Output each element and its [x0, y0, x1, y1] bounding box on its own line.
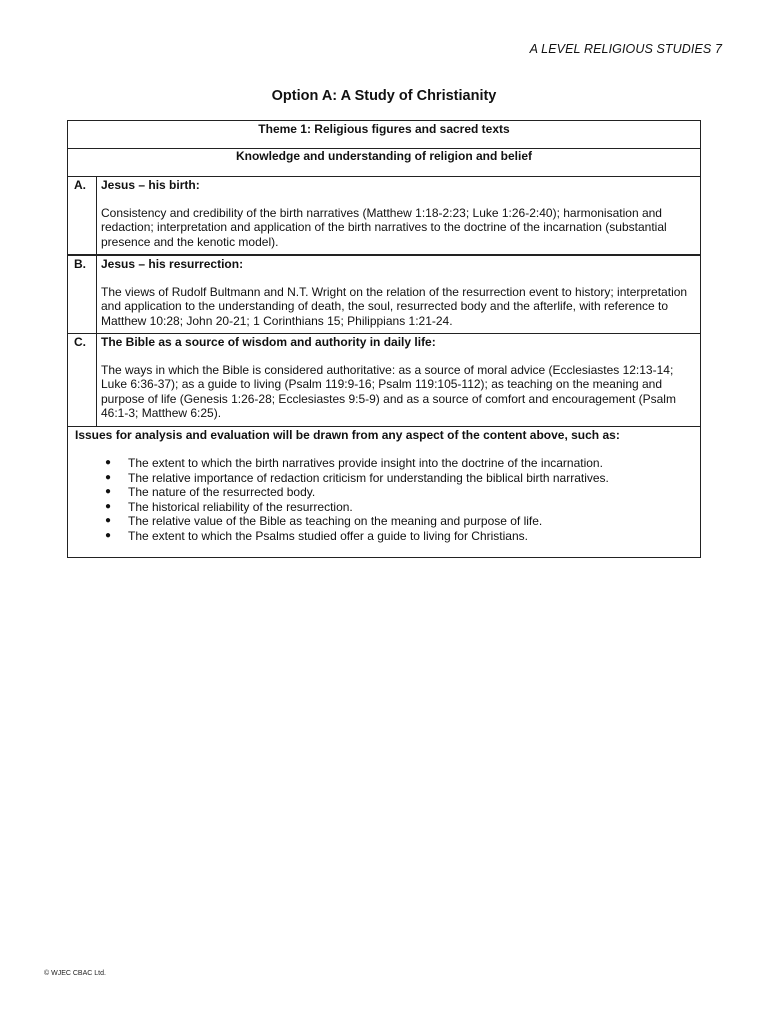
list-item: [99, 514, 693, 529]
section-text: Consistency and credibility of the birth narratives (Matthew 1:18-2:23; Luke 1:26-2:40); harmonisation and redaction; interpretation and application of the birth narratives to the doctrine of the incarnation (substantial presence and the kenotic model).: [101, 205, 667, 249]
list-item: [99, 529, 693, 544]
list-item: [99, 471, 693, 486]
section-text: The ways in which the Bible is considered authoritative: as a source of moral advice (Ecclesiastes 12:13-14; Luke 6:36-37); as a guide to living (Psalm 119:9-16; Psalm 119:105-112); as teaching on the meaning and purpose of life (Genesis 1:26-28; Ecclesiastes 9:5-9) and as a source of comfort and encouragement (Psalm 46:1-3; Matthew 6:25).: [101, 362, 676, 420]
list-item: [99, 485, 693, 500]
bullet-icon: ●: [105, 486, 112, 497]
page-title: Option A: A Study of Christianity: [271, 88, 497, 104]
running-header: A LEVEL RELIGIOUS STUDIES 7: [529, 42, 722, 56]
bullet-icon: ●: [105, 500, 112, 512]
section-a: [68, 177, 700, 256]
issue-text: The historical reliability of the resurrection.: [128, 499, 353, 514]
section-b: [68, 256, 700, 334]
section-body: [97, 334, 700, 426]
issues-section: [68, 427, 700, 558]
table-subtitle: Knowledge and understanding of religion and belief: [68, 149, 700, 177]
issue-text: The extent to which the birth narratives provide insight into the doctrine of the incarnation.: [128, 456, 603, 470]
bullet-icon: ●: [105, 515, 112, 526]
section-letter: B.: [68, 256, 97, 333]
section-body: [97, 177, 700, 254]
issue-text: The relative importance of redaction criticism for understanding the biblical birth narratives.: [128, 470, 609, 485]
specification-table: [67, 120, 701, 558]
bullet-icon: ●: [105, 471, 112, 483]
section-letter: C.: [68, 334, 97, 426]
section-body: [97, 256, 700, 333]
section-heading: Jesus – his resurrection:: [101, 257, 244, 271]
issue-text: The relative value of the Bible as teaching on the meaning and purpose of life.: [128, 514, 543, 528]
copyright-footer: © WJEC CBAC Ltd.: [44, 970, 106, 977]
list-item: [99, 456, 693, 471]
bullet-icon: ●: [105, 457, 112, 468]
section-text: The views of Rudolf Bultmann and N.T. Wright on the relation of the resurrection event to history; interpretation and application to the understanding of death, the soul, resurrected body and the afterlife, with reference to Matthew 10:28; John 20-21; 1 Corinthians 15; Philippians 1:21-24.: [101, 284, 688, 328]
issue-text: The nature of the resurrected body.: [128, 485, 316, 499]
issues-heading: Issues for analysis and evaluation will be drawn from any aspect of the content above, such as:: [75, 427, 620, 442]
bullet-icon: ●: [105, 529, 112, 541]
section-letter: A.: [68, 177, 97, 254]
issues-list: [75, 456, 693, 543]
list-item: [99, 500, 693, 515]
section-c: [68, 334, 700, 427]
section-heading: Jesus – his birth:: [101, 178, 200, 192]
theme-heading: Theme 1: Religious figures and sacred texts: [68, 121, 700, 149]
issue-text: The extent to which the Psalms studied offer a guide to living for Christians.: [128, 528, 528, 543]
section-heading: The Bible as a source of wisdom and authority in daily life:: [101, 335, 436, 349]
